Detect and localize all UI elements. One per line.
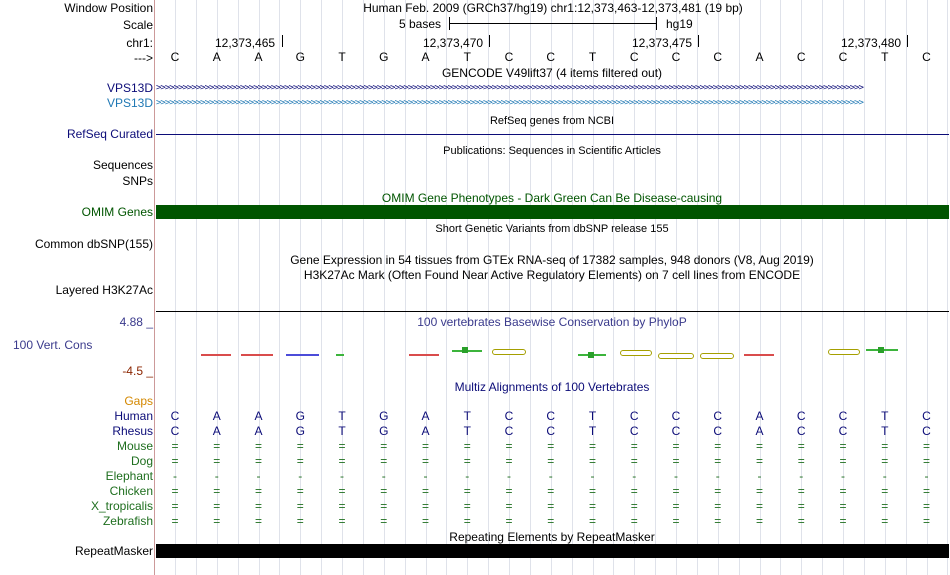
alignment-char: = [588, 439, 596, 453]
alignment-char: = [296, 514, 304, 528]
scale-bar-left-tick [449, 17, 450, 30]
alignment-char: - [465, 469, 470, 483]
alignment-char: = [881, 499, 889, 513]
alignment-char: C [922, 409, 931, 423]
cons-mark [409, 354, 439, 356]
alignment-char: G [295, 424, 305, 438]
alignment-char: C [170, 424, 180, 438]
cons-label[interactable]: 100 Vert. Cons [13, 338, 93, 352]
rmsk-label[interactable]: RepeatMasker [74, 544, 153, 558]
alignment-char: = [171, 454, 179, 468]
gaps-label[interactable]: Gaps [124, 394, 153, 408]
base-letter: T [463, 50, 471, 64]
alignment-char: C [629, 409, 639, 423]
alignment-char: = [380, 514, 388, 528]
base-letter: C [504, 50, 514, 64]
alignment-char: G [379, 409, 389, 423]
alignment-char: = [881, 439, 889, 453]
alignment-char: - [507, 469, 511, 483]
alignment-char: - [674, 469, 678, 483]
alignment-char: = [463, 514, 471, 528]
alignment-char: = [922, 439, 930, 453]
base-letter: C [922, 50, 931, 64]
species-label[interactable]: X_tropicalis [90, 499, 153, 513]
alignment-char: = [630, 499, 638, 513]
alignment-char: = [421, 499, 429, 513]
window-position-label: Window Position [64, 1, 153, 15]
tick-label-4: 12,373,480 [841, 36, 902, 50]
alignment-char: = [672, 499, 680, 513]
strand-label: ---> [134, 51, 153, 65]
alignment-char: = [505, 454, 513, 468]
alignment-char: = [839, 499, 847, 513]
alignment-char: = [171, 499, 179, 513]
tick-mark-2 [489, 35, 490, 47]
cons-block [658, 353, 694, 359]
h3k27ac-label[interactable]: Layered H3K27Ac [55, 283, 153, 297]
alignment-char: = [797, 439, 805, 453]
alignment-char: = [213, 439, 221, 453]
alignment-char: = [839, 484, 847, 498]
alignment-char: T [881, 424, 889, 438]
alignment-char: = [171, 484, 179, 498]
alignment-char: C [838, 424, 848, 438]
alignment-char: = [171, 514, 179, 528]
alignment-char: C [838, 409, 848, 423]
alignment-char: = [338, 484, 346, 498]
alignment-char: - [882, 469, 887, 483]
gencode-item-2[interactable]: >>>>>>>>>>>>>>>>>>>>>>>>>>>>>>>>>>>>>>>>>>>>>>>>>>>>>>>>>>>>>>>>>>>>>>>>>>>>>>>>>>>>>>>>>>>>>>>>>>>>>>>>>>>>>>>>>>>>>>>>>>>>>>>>>>>>>>>>>>>>>>>>>>>>>>>>>>>>>>>> [156, 98, 863, 108]
species-label[interactable]: Dog [130, 454, 153, 468]
alignment-char: C [922, 424, 931, 438]
tick-mark-4 [907, 35, 908, 47]
alignment-char: = [463, 439, 471, 453]
cons-block [700, 353, 734, 359]
alignment-char: - [298, 469, 303, 483]
alignment-char: C [629, 424, 639, 438]
species-alignment-row [0, 439, 950, 453]
alignment-char: C [796, 424, 806, 438]
alignment-char: = [755, 454, 763, 468]
alignment-char: = [380, 439, 388, 453]
alignment-char: = [588, 454, 596, 468]
refseq-track-title: RefSeq genes from NCBI [489, 115, 615, 127]
alignment-char: C [504, 409, 514, 423]
alignment-char: = [296, 499, 304, 513]
base-letter: C [796, 50, 806, 64]
alignment-char: = [547, 514, 555, 528]
alignment-char: - [590, 469, 595, 483]
alignment-char: = [380, 454, 388, 468]
alignment-char: = [171, 439, 179, 453]
alignment-char: = [338, 514, 346, 528]
alignment-char: = [254, 514, 262, 528]
alignment-char: C [546, 424, 556, 438]
alignment-char: = [505, 499, 513, 513]
alignment-char: = [463, 484, 471, 498]
species-label[interactable]: Zebrafish [102, 514, 153, 528]
alignment-char: = [338, 439, 346, 453]
alignment-char: - [548, 469, 553, 483]
alignment-char: = [213, 499, 221, 513]
tick-label-3: 12,373,475 [632, 36, 693, 50]
alignment-char: = [296, 484, 304, 498]
cons-mark [286, 354, 319, 356]
cons-mark [336, 354, 344, 356]
gtex-track-title: Gene Expression in 54 tissues from GTEx RNA-seq of 17382 samples, 948 donors (V8, Aug 2019) [290, 253, 814, 267]
alignment-char: - [381, 469, 386, 483]
alignment-char: G [379, 424, 389, 438]
cons-mark [201, 354, 231, 356]
cons-axis-min: -4.5 _ [122, 364, 153, 378]
alignment-char: T [463, 424, 471, 438]
species-alignment-row [0, 514, 950, 528]
alignment-char: = [714, 484, 722, 498]
cons-mark [744, 354, 774, 356]
alignment-char: = [338, 454, 346, 468]
species-alignment-row [0, 484, 950, 498]
alignment-char: = [505, 439, 513, 453]
alignment-char: C [796, 409, 806, 423]
alignment-char: = [839, 454, 847, 468]
alignment-char: - [423, 469, 428, 483]
alignment-char: A [254, 424, 263, 438]
alignment-char: = [254, 454, 262, 468]
alignment-char: A [212, 409, 221, 423]
alignment-char: = [755, 439, 763, 453]
scale-bases: 5 bases [399, 17, 442, 31]
omim-label[interactable]: OMIM Genes [81, 205, 153, 219]
cons-block [620, 350, 652, 356]
tick-mark-3 [698, 35, 699, 47]
cons-block [828, 349, 860, 355]
alignment-char: = [296, 454, 304, 468]
alignment-char: T [588, 424, 597, 438]
window-position-value: Human Feb. 2009 (GRCh37/hg19) chr1:12,373,463-12,373,481 (19 bp) [363, 1, 743, 15]
refseq-label[interactable]: RefSeq Curated [66, 127, 153, 141]
cons-track-title: 100 vertebrates Basewise Conservation by PhyloP [417, 315, 687, 329]
alignment-char: - [214, 469, 219, 483]
alignment-char: = [881, 514, 889, 528]
alignment-char: = [714, 499, 722, 513]
alignment-char: - [924, 469, 929, 483]
alignment-char: = [922, 454, 930, 468]
alignment-char: T [338, 424, 346, 438]
rmsk-track-title: Repeating Elements by RepeatMasker [449, 530, 655, 544]
alignment-char: = [630, 439, 638, 453]
base-letter: C [629, 50, 639, 64]
alignment-char: = [755, 499, 763, 513]
alignment-char: = [755, 514, 763, 528]
alignment-char: = [421, 454, 429, 468]
alignment-char: = [922, 499, 930, 513]
alignment-char: A [254, 409, 263, 423]
species-alignment-row [0, 424, 950, 438]
alignment-char: = [922, 484, 930, 498]
alignment-char: A [755, 409, 764, 423]
alignment-char: - [340, 469, 344, 483]
scale-assembly: hg19 [666, 17, 693, 31]
cons-block [492, 349, 526, 355]
base-letter: A [755, 50, 764, 64]
alignment-char: - [256, 469, 261, 483]
alignment-char: = [547, 454, 555, 468]
species-label[interactable]: Human [114, 409, 153, 423]
h3k27ac-baseline [156, 311, 949, 312]
alignment-char: = [714, 514, 722, 528]
species-label[interactable]: Mouse [116, 439, 153, 453]
alignment-char: - [173, 469, 177, 483]
base-letter: G [379, 50, 389, 64]
alignment-char: C [170, 409, 180, 423]
alignment-char: = [672, 484, 680, 498]
alignment-char: = [213, 454, 221, 468]
alignment-char: T [588, 409, 597, 423]
h3k27ac-track-title: H3K27Ac Mark (Often Found Near Active Regulatory Elements) on 7 cell lines from ENCODE [303, 268, 801, 282]
alignment-char: = [380, 484, 388, 498]
alignment-char: A [212, 424, 221, 438]
rmsk-bar[interactable] [156, 544, 949, 558]
alignment-char: = [505, 514, 513, 528]
alignment-char: = [672, 454, 680, 468]
base-letter: C [671, 50, 681, 64]
base-letter: C [546, 50, 556, 64]
alignment-char: - [757, 469, 762, 483]
gencode-item-1[interactable]: >>>>>>>>>>>>>>>>>>>>>>>>>>>>>>>>>>>>>>>>>>>>>>>>>>>>>>>>>>>>>>>>>>>>>>>>>>>>>>>>>>>>>>>>>>>>>>>>>>>>>>>>>>>>>>>>>>>>>>>>>>>>>>>>>>>>>>>>>>>>>>>>>>>>>>>>>>>>>>>> [156, 83, 863, 93]
alignment-char: A [421, 409, 430, 423]
alignment-char: = [630, 454, 638, 468]
tick-label-1: 12,373,465 [215, 36, 276, 50]
alignment-char: = [547, 499, 555, 513]
snps-label[interactable]: SNPs [122, 174, 153, 188]
dbsnp-label[interactable]: Common dbSNP(155) [34, 237, 153, 251]
alignment-char: = [839, 439, 847, 453]
base-letter: A [254, 50, 263, 64]
gencode-item-label-2[interactable]: VPS13D [106, 96, 153, 110]
alignment-char: A [421, 424, 430, 438]
alignment-char: = [755, 484, 763, 498]
chrom-label: chr1: [126, 36, 153, 50]
alignment-char: C [713, 409, 723, 423]
alignment-char: T [881, 409, 889, 423]
gencode-track-title: GENCODE V49lift37 (4 items filtered out) [441, 66, 663, 80]
alignment-char: - [841, 469, 845, 483]
alignment-char: = [505, 484, 513, 498]
cons-mark [241, 354, 273, 356]
base-letter: A [212, 50, 221, 64]
alignment-char: C [546, 409, 556, 423]
alignment-char: = [672, 514, 680, 528]
alignment-char: = [421, 514, 429, 528]
base-letter: C [170, 50, 180, 64]
species-label[interactable]: Rhesus [112, 424, 153, 438]
species-label[interactable]: Elephant [105, 469, 153, 483]
base-letter: C [713, 50, 723, 64]
alignment-char: C [671, 424, 681, 438]
alignment-char: = [588, 484, 596, 498]
dbsnp-track-title: Short Genetic Variants from dbSNP release 155 [435, 223, 669, 235]
base-letter: T [338, 50, 346, 64]
alignment-char: = [421, 484, 429, 498]
tick-mark-1 [282, 35, 283, 47]
alignment-char: C [713, 424, 723, 438]
cons-peak [588, 352, 594, 358]
alignment-char: C [671, 409, 681, 423]
alignment-char: = [797, 514, 805, 528]
species-alignment-row [0, 499, 950, 513]
alignment-char: = [338, 499, 346, 513]
alignment-char: = [797, 484, 805, 498]
alignment-char: = [714, 454, 722, 468]
scale-bar [449, 23, 657, 24]
alignment-char: = [213, 514, 221, 528]
alignment-char: = [839, 514, 847, 528]
alignment-char: = [672, 439, 680, 453]
base-letter: T [881, 50, 889, 64]
species-alignment-row [0, 469, 950, 483]
species-alignment-row [0, 454, 950, 468]
alignment-char: = [881, 484, 889, 498]
cons-peak [878, 347, 884, 353]
species-alignment-row [0, 409, 950, 423]
alignment-char: = [714, 439, 722, 453]
scale-label: Scale [122, 18, 153, 32]
cons-peak [462, 347, 468, 353]
alignment-char: - [799, 469, 804, 483]
pubs-label[interactable]: Sequences [92, 158, 153, 172]
alignment-char: T [338, 409, 346, 423]
alignment-char: - [715, 469, 720, 483]
alignment-char: - [632, 469, 637, 483]
omim-gene-bar[interactable] [156, 205, 949, 219]
alignment-char: C [504, 424, 514, 438]
alignment-char: = [922, 514, 930, 528]
base-letter: G [295, 50, 305, 64]
alignment-char: T [463, 409, 471, 423]
alignment-char: = [421, 439, 429, 453]
tick-label-2: 12,373,470 [423, 36, 484, 50]
alignment-char: = [254, 499, 262, 513]
base-letter: C [838, 50, 848, 64]
base-letter: A [421, 50, 430, 64]
alignment-char: = [380, 499, 388, 513]
alignment-char: = [630, 484, 638, 498]
alignment-char: = [547, 439, 555, 453]
refseq-gene-line[interactable] [156, 134, 949, 135]
scale-bar-right-tick [656, 17, 657, 30]
alignment-char: = [588, 499, 596, 513]
alignment-char: = [588, 514, 596, 528]
alignment-char: = [296, 439, 304, 453]
alignment-char: = [463, 499, 471, 513]
alignment-char: A [755, 424, 764, 438]
multiz-track-title: Multiz Alignments of 100 Vertebrates [454, 380, 650, 394]
alignment-char: = [254, 484, 262, 498]
omim-track-title: OMIM Gene Phenotypes - Dark Green Can Be Disease-causing [381, 191, 723, 205]
cons-axis-max: 4.88 _ [119, 315, 153, 329]
alignment-char: = [463, 454, 471, 468]
base-letter: T [588, 50, 597, 64]
alignment-char: = [797, 454, 805, 468]
alignment-char: = [254, 439, 262, 453]
gencode-item-label-1[interactable]: VPS13D [106, 81, 153, 95]
pubs-track-title: Publications: Sequences in Scientific Articles [443, 145, 661, 157]
alignment-char: = [797, 499, 805, 513]
alignment-char: = [213, 484, 221, 498]
alignment-char: = [630, 514, 638, 528]
alignment-char: = [547, 484, 555, 498]
alignment-char: G [295, 409, 305, 423]
alignment-char: = [881, 454, 889, 468]
species-label[interactable]: Chicken [109, 484, 153, 498]
